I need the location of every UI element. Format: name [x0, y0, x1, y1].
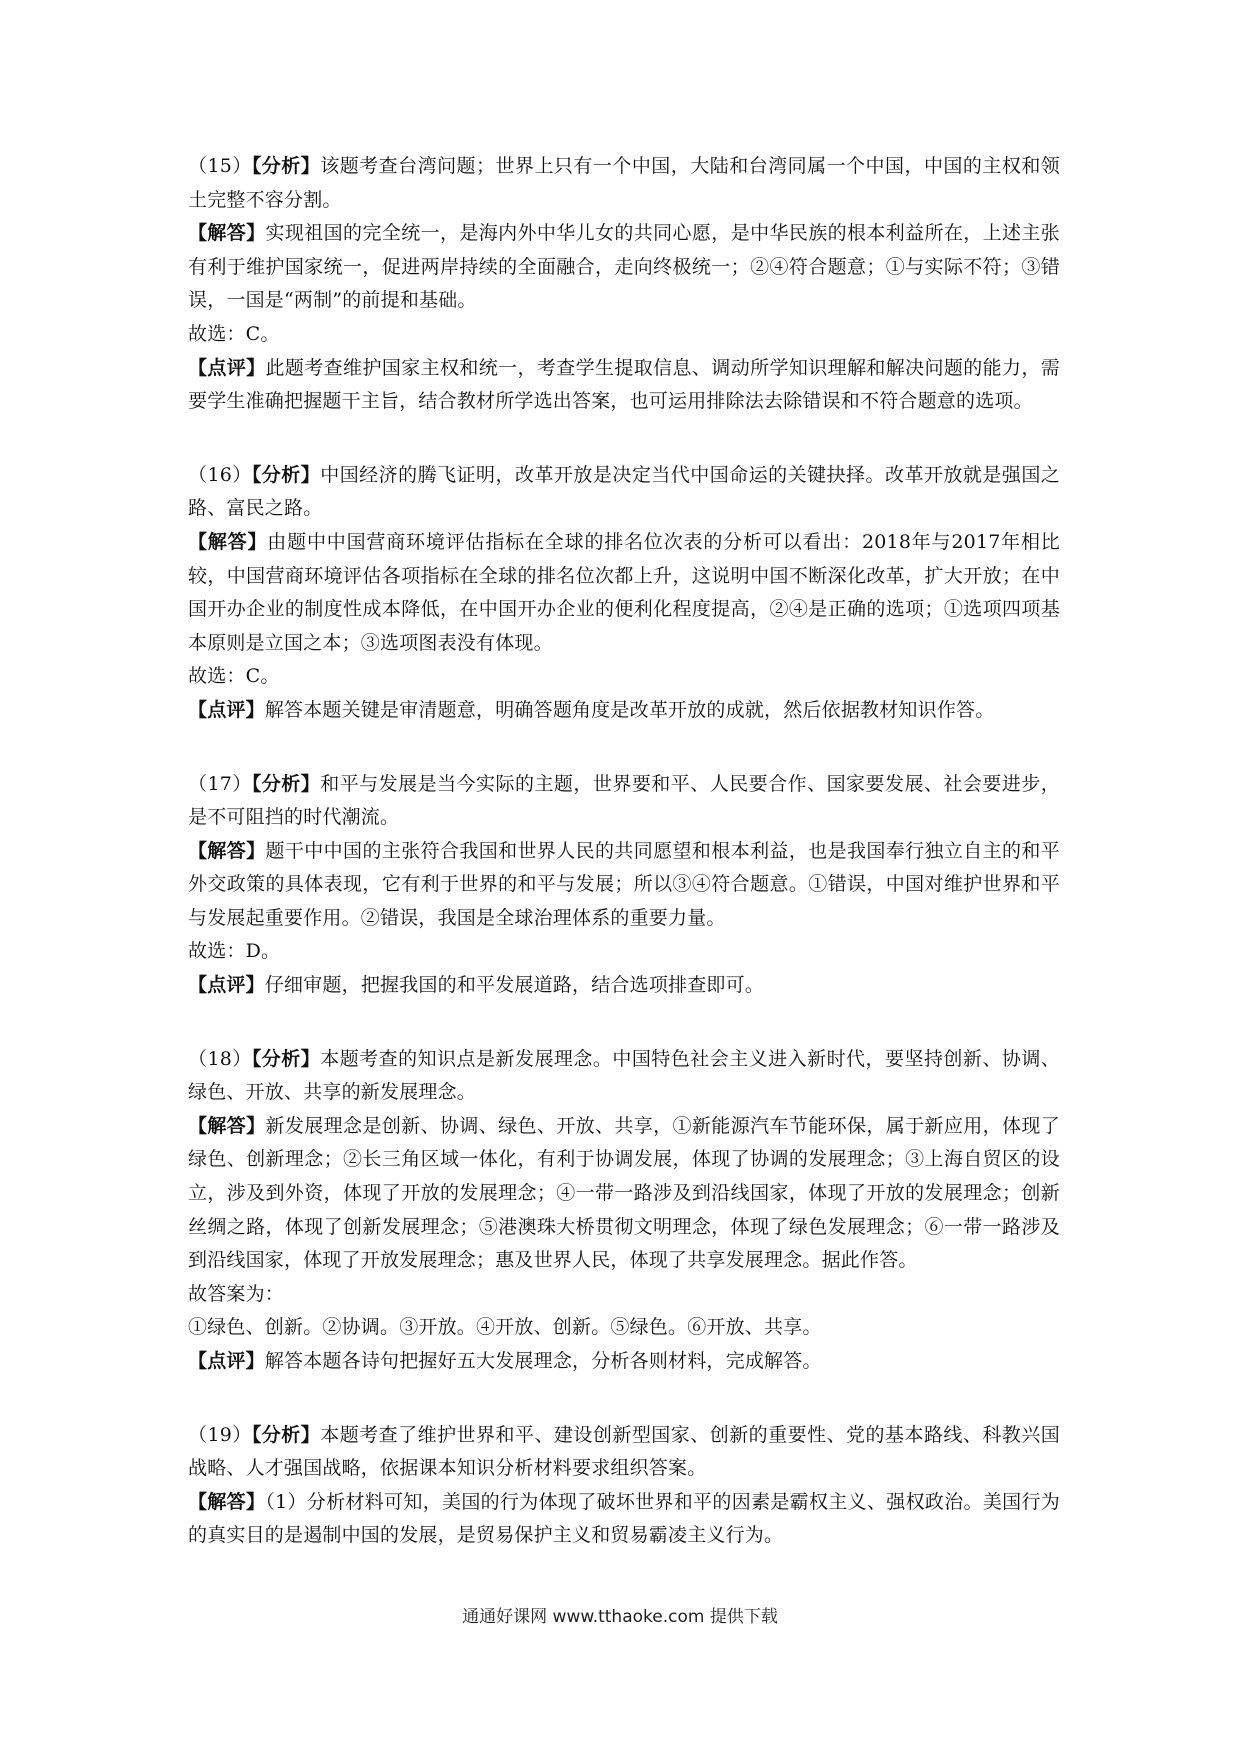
choice-line: 故选：C。 — [188, 322, 280, 345]
analysis-label: 【分析】 — [251, 772, 321, 795]
question-number: （17） — [188, 772, 252, 795]
answer-text: 实现祖国的完全统一，是海内外中华儿女的共同心愿，是中华民族的根本利益所在，上述主张有利于维护国家统一，促进两岸持续的全面融合，走向终极统一；②④符合题意；①与实际不符；③错误，一国是“两制”的前提和基础。 — [188, 222, 1060, 312]
comment-text: 解答本题各诗句把握好五大发展理念，分析各则材料，完成解答。 — [264, 1350, 822, 1372]
analysis-paragraph — [188, 1419, 1060, 1486]
answer-section-15 — [188, 150, 1060, 419]
comment-paragraph — [188, 1345, 1060, 1379]
answer-text: （1）分析材料可知，美国的行为体现了破坏世界和平的因素是霸权主义、强权政治。美国行为的真实目的是遏制中国的发展，是贸易保护主义和贸易霸凌主义行为。 — [188, 1490, 1060, 1547]
question-number: （16） — [188, 463, 252, 486]
question-number: （18） — [188, 1047, 252, 1070]
comment-label: 【点评】 — [188, 1350, 265, 1372]
analysis-label: 【分析】 — [251, 155, 321, 177]
analysis-text: 本题考查的知识点是新发展理念。中国特色社会主义进入新时代，要坚持创新、协调、绿色、开放、共享的新发展理念。 — [188, 1047, 1060, 1104]
answer-label: 【解答】 — [188, 1490, 266, 1513]
answer-list-line: ①绿色、创新。②协调。③开放。④开放、创新。⑤绿色。⑥开放、共享。 — [188, 1316, 822, 1339]
answer-text: 由题中中国营商环境评估指标在全球的排名位次表的分析可以看出：2018年与2017年相比较，中国营商环境评估各项指标在全球的排名位次都上升，这说明中国不断深化改革，扩大开放；在中国开办企业的制度性成本降低，在中国开办企业的便利化程度提高，②④是正确的选项；①选项四项基本原则是立国之本；③选项图表没有体现。 — [188, 530, 1060, 654]
analysis-paragraph — [188, 459, 1060, 526]
answer-text: 题干中中国的主张符合我国和世界人民的共同愿望和根本利益，也是我国奉行独立自主的和平外交政策的具体表现，它有利于世界的和平与发展；所以③④符合题意。①错误，中国对维护世界和平与发展起重要作用。②错误，我国是全球治理体系的重要力量。 — [188, 839, 1060, 929]
answer-section-16 — [188, 459, 1060, 728]
analysis-text: 本题考查了维护世界和平、建设创新型国家、创新的重要性、党的基本路线、科教兴国战略、人才强国战略，依据课本知识分析材料要求组织答案。 — [188, 1423, 1060, 1480]
comment-label: 【点评】 — [188, 356, 266, 379]
answer-section-18 — [188, 1043, 1060, 1379]
answer-label: 【解答】 — [188, 1114, 266, 1137]
comment-text: 解答本题关键是审清题意，明确答题角度是改革开放的成就，然后依据教材知识作答。 — [264, 698, 995, 721]
analysis-label: 【分析】 — [251, 1423, 321, 1446]
document-body — [188, 150, 1060, 1553]
answer-paragraph — [188, 217, 1060, 318]
question-number: （19） — [188, 1423, 252, 1446]
page-footer: 通通好课网 www.tthaoke.com 提供下载 — [462, 1607, 778, 1627]
comment-label: 【点评】 — [188, 698, 265, 721]
answer-label: 【解答】 — [188, 839, 266, 862]
question-number: （15） — [188, 155, 252, 177]
answer-text: 新发展理念是创新、协调、绿色、开放、共享，①新能源汽车节能环保，属于新应用，体现了绿色、创新理念；②长三角区域一体化，有利于协调发展，体现了协调的发展理念；③上海自贸区的设立，涉及到外资，体现了开放的发展理念；④一带一路涉及到沿线国家，体现了开放的发展理念；创新丝绸之路，体现了创新发展理念；⑤港澳珠大桥贯彻文明理念，体现了绿色发展理念；⑥一带一路涉及到沿线国家，体现了开放发展理念；惠及世界人民，体现了共享发展理念。据此作答。 — [188, 1114, 1060, 1272]
analysis-paragraph — [188, 768, 1060, 835]
analysis-label: 【分析】 — [251, 1047, 321, 1070]
choice-line: 故选：C。 — [188, 665, 280, 688]
analysis-paragraph — [188, 150, 1060, 217]
comment-text: 仔细审题，把握我国的和平发展道路，结合选项排查即可。 — [264, 974, 765, 997]
answer-paragraph — [188, 835, 1060, 936]
answer-paragraph — [188, 1110, 1060, 1278]
answer-label: 【解答】 — [188, 222, 266, 245]
answer-paragraph — [188, 526, 1060, 660]
analysis-text: 和平与发展是当今实际的主题，世界要和平、人民要合作、国家要发展、社会要进步，是不可阻挡的时代潮流。 — [188, 772, 1060, 829]
answer-paragraph — [188, 1486, 1060, 1553]
comment-paragraph — [188, 969, 1060, 1003]
answer-label: 【解答】 — [188, 530, 268, 553]
comment-paragraph — [188, 352, 1060, 419]
choice-line: 故选：D。 — [188, 940, 281, 963]
answer-section-17 — [188, 768, 1060, 1003]
answer-section-19 — [188, 1419, 1060, 1553]
analysis-label: 【分析】 — [251, 463, 321, 486]
comment-text: 此题考查维护国家主权和统一，考查学生提取信息、调动所学知识理解和解决问题的能力，需要学生准确把握题干主旨，结合教材所学选出答案，也可运用排除法去除错误和不符合题意的选项。 — [188, 356, 1060, 413]
answer-intro-line: 故答案为： — [188, 1282, 285, 1305]
analysis-text: 该题考查台湾问题；世界上只有一个中国，大陆和台湾同属一个中国，中国的主权和领土完整不容分割。 — [188, 155, 1060, 211]
analysis-text: 中国经济的腾飞证明，改革开放是决定当代中国命运的关键抉择。改革开放就是强国之路、富民之路。 — [188, 463, 1060, 520]
comment-paragraph — [188, 694, 1060, 728]
comment-label: 【点评】 — [188, 974, 265, 997]
analysis-paragraph — [188, 1043, 1060, 1110]
